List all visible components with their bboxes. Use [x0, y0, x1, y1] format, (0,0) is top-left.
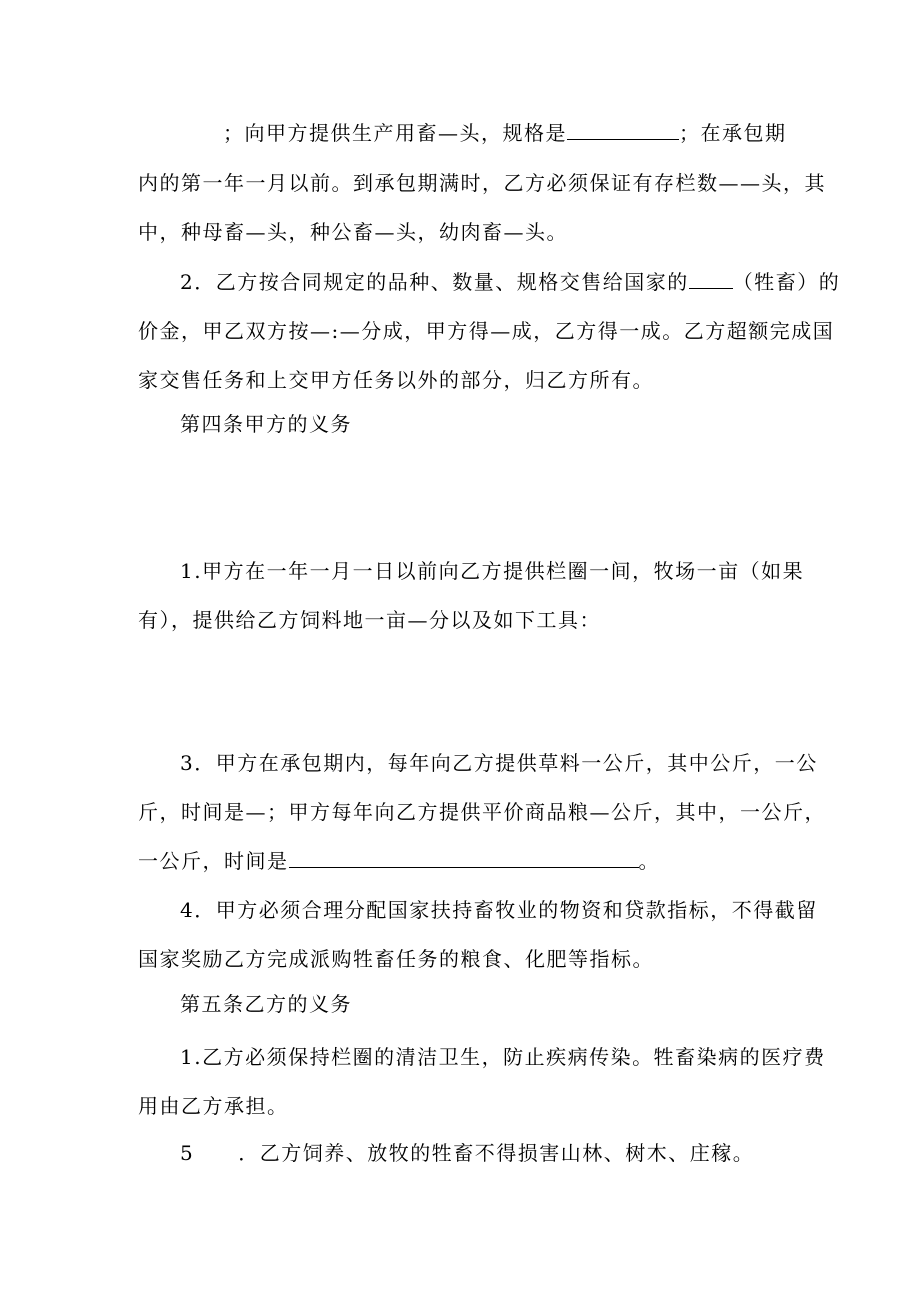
paragraph-line: [180, 268, 840, 296]
text-run: 2．乙方按合同规定的品种、数量、规格交售给国家的: [180, 270, 689, 294]
paragraph-line: 1.甲方在一年一月一日以前向乙方提供栏圈一间，牧场一亩（如果: [180, 559, 805, 583]
text-run: ．乙方饲养、放牧的牲畜不得损害山林、树木、庄稼。: [238, 1141, 755, 1165]
text-run: 。: [638, 849, 660, 873]
blank-time-field: [289, 849, 639, 868]
paragraph-line: 用由乙方承担。: [138, 1094, 289, 1118]
paragraph-line: 国家奖励乙方完成派购牲畜任务的粮食、化肥等指标。: [138, 947, 654, 971]
paragraph-line: [138, 847, 660, 875]
blank-spec-field: [567, 121, 679, 140]
paragraph-line: 1.乙方必须保持栏圈的清洁卫生，防止疾病传染。牲畜染病的医疗费: [180, 1045, 826, 1069]
text-run: 5: [180, 1141, 195, 1165]
blank-livestock-field: [689, 270, 733, 289]
section-heading-article-4: 第四条甲方的义务: [180, 412, 352, 436]
paragraph-line: 有），提供给乙方饲料地一亩—分以及如下工具：: [138, 608, 601, 632]
paragraph-line: 中，种母畜—头，种公畜—头，幼肉畜—头。: [138, 220, 568, 244]
text-run: ；在承包期: [679, 121, 787, 145]
paragraph-line: 内的第一年一月以前。到承包期满时，乙方必须保证有存栏数——头，其: [138, 171, 826, 195]
text-run: ；向甲方提供生产用畜—头，规格是: [223, 121, 567, 145]
paragraph-line: 3．甲方在承包期内，每年向乙方提供草料一公斤，其中公斤，一公: [180, 751, 818, 775]
paragraph-line: [180, 1139, 754, 1167]
text-run: （牲畜）的: [732, 270, 841, 294]
paragraph-line: 家交售任务和上交甲方任务以外的部分，归乙方所有。: [138, 368, 654, 392]
paragraph-line: 价金，甲乙双方按—:—分成，甲方得—成，乙方得一成。乙方超额完成国: [138, 319, 835, 343]
paragraph-line: 斤，时间是—；甲方每年向乙方提供平价商品粮—公斤，其中，一公斤，: [138, 800, 826, 824]
section-heading-article-5: 第五条乙方的义务: [180, 992, 352, 1016]
paragraph-line: [223, 119, 787, 147]
paragraph-line: 4．甲方必须合理分配国家扶持畜牧业的物资和贷款指标，不得截留: [180, 898, 818, 922]
text-run: 一公斤，时间是: [138, 849, 289, 873]
